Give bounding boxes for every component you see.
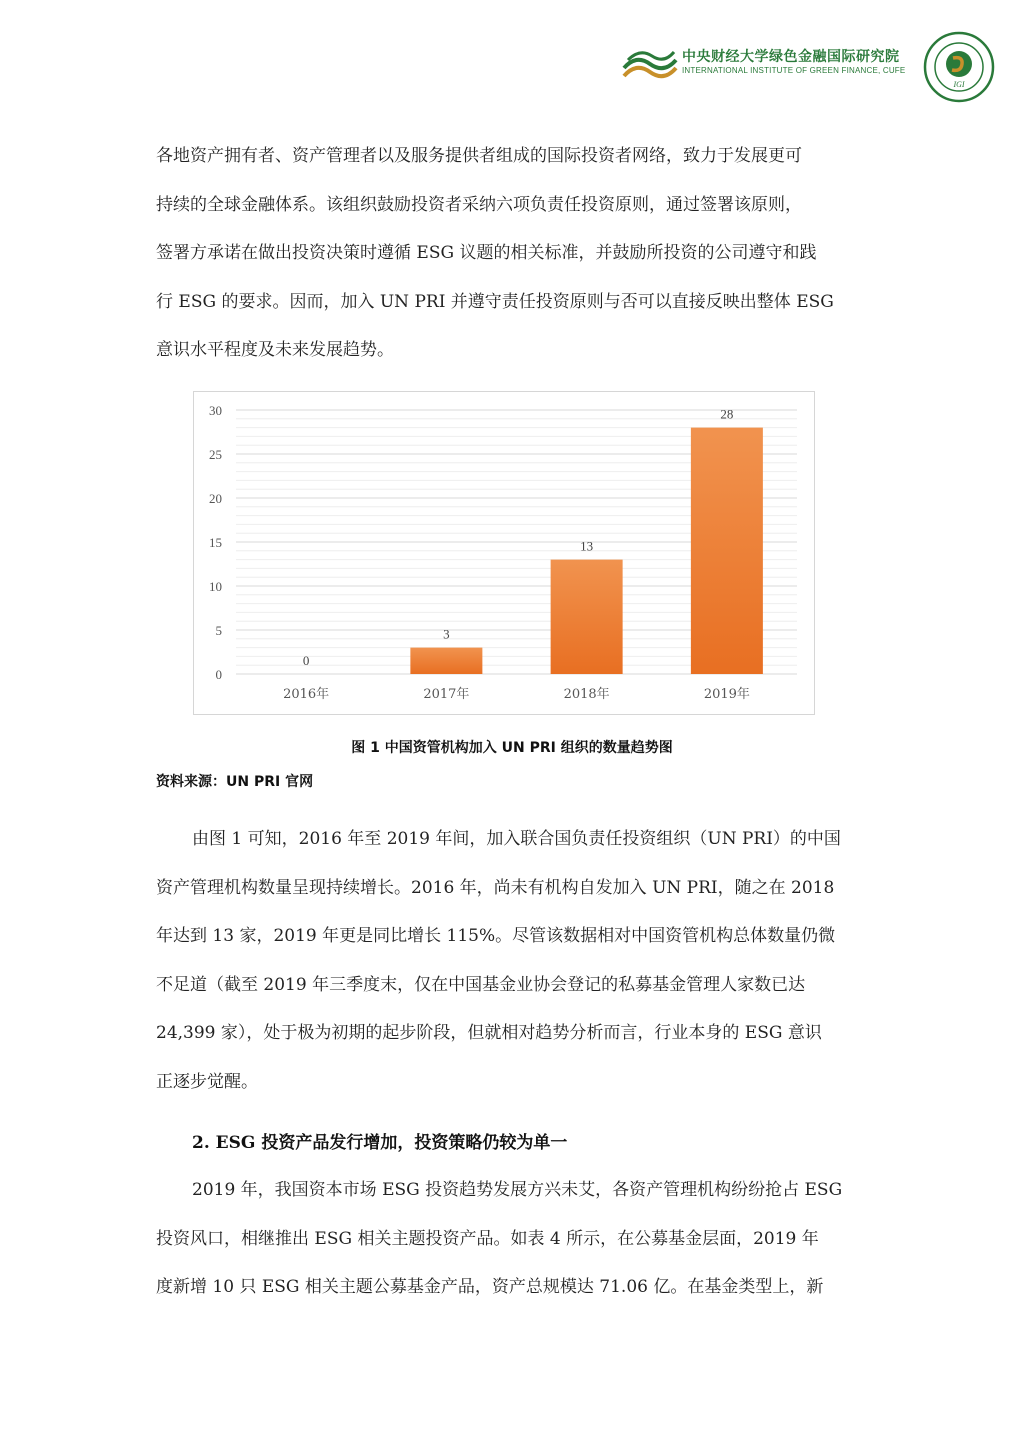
text-line: 正逐步觉醒。 <box>156 1071 258 1092</box>
unpri-bar-chart <box>193 391 815 715</box>
paragraph-esg-products <box>156 1166 872 1312</box>
y-tick-label: 25 <box>209 447 222 462</box>
page-header <box>610 36 1010 116</box>
bar-2019年 <box>691 428 763 674</box>
text-line: 由图 1 可知，2016 年至 2019 年间，加入联合国负责任投资组织（UN PRI）的中国 <box>192 829 841 849</box>
section-heading: 2. ESG 投资产品发行增加，投资策略仍较为单一 <box>192 1133 568 1153</box>
text-line: 2019 年，我国资本市场 ESG 投资趋势发展方兴未艾，各资产管理机构纷纷抢占 ESG <box>192 1180 843 1200</box>
y-tick-label: 20 <box>209 491 222 506</box>
text-line: 24,399 家），处于极为初期的起步阶段，但就相对趋势分析而言，行业本身的 ESG 意识 <box>156 1023 822 1043</box>
y-tick-label: 15 <box>209 535 222 550</box>
data-label: 28 <box>720 406 734 422</box>
bar-chart-svg <box>194 392 814 714</box>
text-line: 签署方承诺在做出投资决策时遵循 ESG 议题的相关标准，并鼓励所投资的公司遵守和践 <box>156 243 817 263</box>
text-line: 行 ESG 的要求。因而，加入 UN PRI 并遵守责任投资原则与否可以直接反映出整体 ESG <box>156 291 834 312</box>
text-line: 年达到 13 家，2019 年更是同比增长 115%。尽管该数据相对中国资管机构总体数量仍微 <box>156 926 836 946</box>
svg-text:IGI: IGI <box>953 80 965 89</box>
x-tick-label: 2018年 <box>563 687 610 702</box>
institute-logo-icon <box>622 46 678 82</box>
x-tick-label: 2017年 <box>423 687 470 702</box>
figure-source: 资料来源：UN PRI 官网 <box>156 774 314 790</box>
data-label: 13 <box>580 538 594 554</box>
text-line: 不足道（截至 2019 年三季度末，仅在中国基金业协会登记的私募基金管理人家数已达 <box>156 974 806 995</box>
text-line: 度新增 10 只 ESG 相关主题公募基金产品，资产总规模达 71.06 亿。在基金类型上，新 <box>156 1277 824 1297</box>
data-label: 0 <box>302 653 310 668</box>
org-name-en: INTERNATIONAL INSTITUTE OF GREEN FINANCE, CUFE <box>682 66 906 75</box>
igi-seal-icon <box>922 30 996 104</box>
y-tick-label: 5 <box>215 623 222 638</box>
x-tick-label: 2019年 <box>703 687 750 702</box>
text-line: 资产管理机构数量呈现持续增长。2016 年，尚未有机构自发加入 UN PRI，随之在 2018 <box>156 877 835 898</box>
text-line: 意识水平程度及未来发展趋势。 <box>156 340 394 360</box>
bar-2018年 <box>551 560 623 674</box>
paragraph-unpri-intro <box>156 132 872 375</box>
figure-caption: 图 1 中国资管机构加入 UN PRI 组织的数量趋势图 <box>351 740 673 756</box>
y-tick-label: 0 <box>215 667 222 682</box>
data-label: 3 <box>443 626 450 642</box>
text-line: 持续的全球金融体系。该组织鼓励投资者采纳六项负责任投资原则，通过签署该原则， <box>156 194 802 215</box>
y-tick-label: 10 <box>209 579 222 594</box>
text-line: 各地资产拥有者、资产管理者以及服务提供者组成的国际投资者网络，致力于发展更可 <box>156 146 802 166</box>
bar-2017年 <box>410 648 482 674</box>
paragraph-analysis <box>156 815 872 1106</box>
text-line: 投资风口，相继推出 ESG 相关主题投资产品。如表 4 所示，在公募基金层面，2019 年 <box>156 1228 819 1249</box>
y-tick-label: 30 <box>209 403 222 418</box>
x-tick-label: 2016年 <box>283 687 330 702</box>
org-name-cn: 中央财经大学绿色金融国际研究院 <box>682 49 900 65</box>
